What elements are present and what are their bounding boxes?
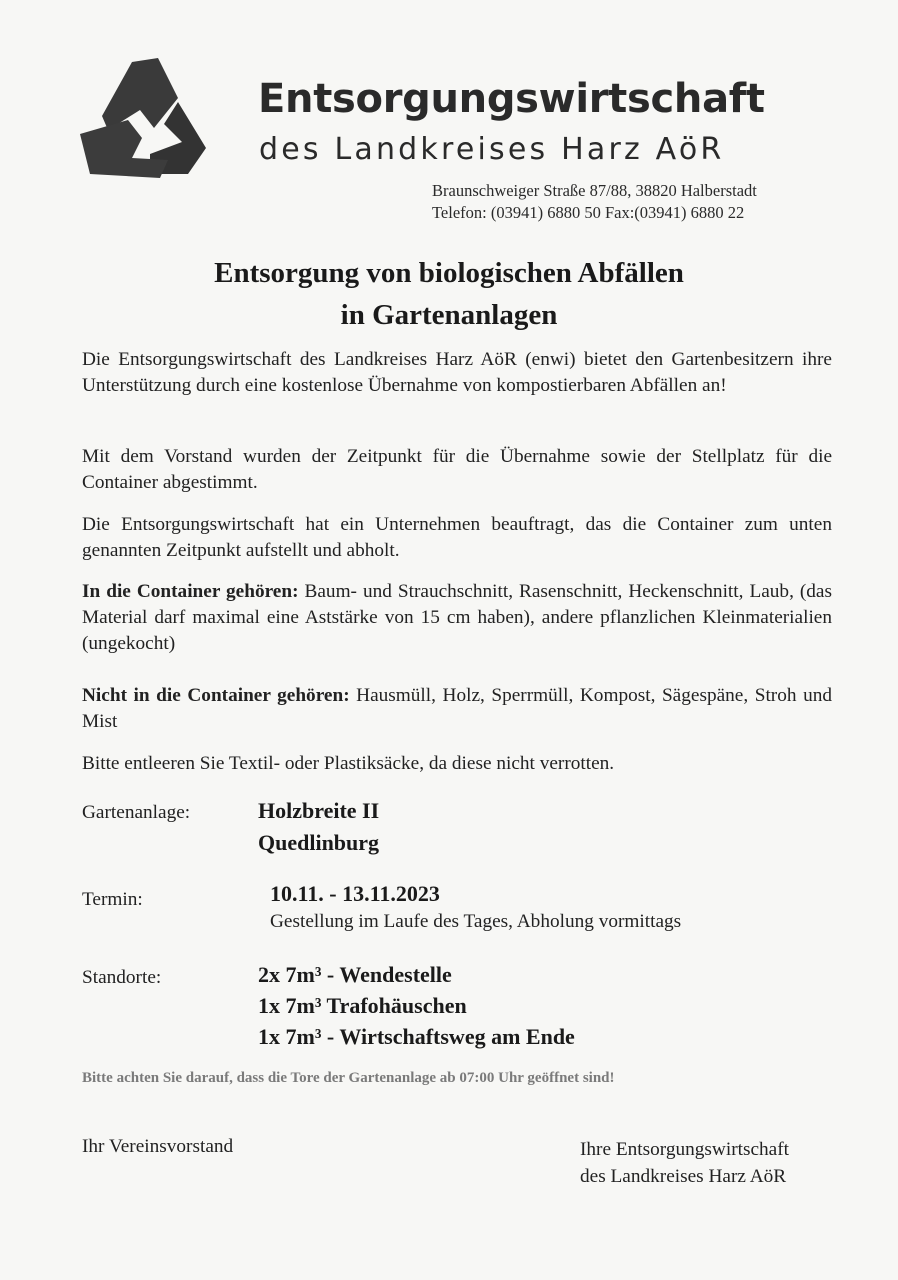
forbidden-items-label: Nicht in die Container gehören: [82, 685, 350, 706]
gate-opening-note: Bitte achten Sie darauf, dass die Tore der Gartenanlage ab 07:00 Uhr geöffnet sind! [82, 1070, 615, 1086]
date-label: Termin: [82, 889, 143, 910]
garden-city: Quedlinburg [258, 830, 380, 855]
title-line-1: Entsorgung von biologischen Abfällen [214, 257, 684, 289]
allowed-items-paragraph [82, 579, 832, 657]
location-item: 1x 7m³ Trafohäuschen [258, 993, 467, 1018]
title-line-2: in Gartenanlagen [340, 299, 558, 331]
address-block [432, 180, 757, 224]
intro-paragraph: Die Entsorgungswirtschaft des Landkreises Harz AöR (enwi) bietet den Gartenbesitzern ihre Unterstützung durch eine kostenlose Übernahme von kompostierbaren Abfällen an! [82, 349, 832, 396]
document-title [0, 252, 898, 336]
forbidden-items-text: Hausmüll, Holz, Sperrmüll, Kompost, Sägespäne, Stroh und Mist [82, 685, 832, 732]
forbidden-items-paragraph [82, 683, 832, 735]
organization-name: Entsorgungswirtschaft [258, 76, 765, 122]
signature-right [580, 1136, 789, 1190]
allowed-items-text: Baum- und Strauchschnitt, Rasenschnitt, Heckenschnitt, Laub, (das Material darf maximal eine Aststärke von 15 cm haben), andere pflanzlichen Kleinmaterialien (ungekocht) [82, 581, 832, 654]
allowed-items-label: In die Container gehören: [82, 581, 299, 602]
recycling-triangle-logo-icon [80, 58, 210, 180]
locations-label: Standorte: [82, 967, 162, 988]
date-value: 10.11. - 13.11.2023 [270, 881, 440, 906]
signature-left: Ihr Vereinsvorstand [82, 1136, 234, 1157]
location-item: 1x 7m³ - Wirtschaftsweg am Ende [258, 1024, 575, 1049]
garden-name: Holzbreite II [258, 798, 380, 823]
signature-right-line-2: des Landkreises Harz AöR [580, 1166, 787, 1187]
location-item: 2x 7m³ - Wendestelle [258, 962, 452, 987]
organization-subtitle: des Landkreises Harz AöR [259, 132, 725, 167]
agreement-paragraph: Mit dem Vorstand wurden der Zeitpunkt für die Übernahme sowie der Stellplatz für die Container abgestimmt. [82, 446, 832, 493]
garden-label: Gartenanlage: [82, 802, 191, 823]
date-note: Gestellung im Laufe des Tages, Abholung vormittags [270, 911, 682, 932]
address-line: Braunschweiger Straße 87/88, 38820 Halberstadt [432, 181, 757, 200]
bag-instruction-paragraph: Bitte entleeren Sie Textil- oder Plastiksäcke, da diese nicht verrotten. [82, 753, 615, 774]
signature-right-line-1: Ihre Entsorgungswirtschaft [580, 1139, 790, 1160]
contractor-paragraph: Die Entsorgungswirtschaft hat ein Unternehmen beauftragt, das die Container zum unten genannten Zeitpunkt aufstellt und abholt. [82, 514, 832, 561]
phone-fax-line: Telefon: (03941) 6880 50 Fax:(03941) 6880 22 [432, 203, 745, 222]
